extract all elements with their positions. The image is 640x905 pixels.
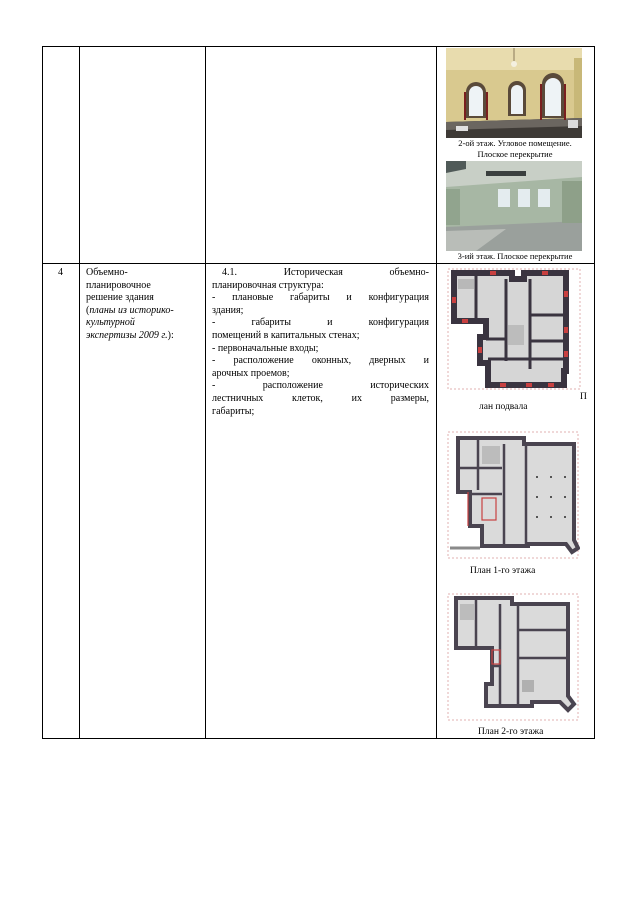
paren: ): [167, 329, 174, 341]
desc-line: - расположение исторических [212, 380, 429, 392]
desc-line: - плановые габариты и конфигурация [212, 292, 429, 304]
desc-line: габариты; [212, 405, 255, 417]
col-border-2 [79, 46, 80, 739]
table-top-border [42, 46, 595, 47]
photo-caption-third-floor [440, 251, 590, 262]
title-line: решение здания [86, 292, 154, 304]
col-border-1 [42, 46, 43, 739]
desc-heading [212, 267, 429, 280]
col-border-4 [436, 46, 437, 739]
col-border-5 [594, 46, 595, 739]
italic-text: планы из историко- [89, 304, 174, 316]
plan-caption-p: П [580, 392, 587, 402]
desc-line: - первоначальные входы; [212, 342, 319, 354]
second-floor-plan [446, 592, 580, 722]
basement-floor-plan [446, 267, 582, 391]
table-bottom-border [42, 738, 595, 739]
caption-line: 3-ий этаж. Плоское перекрытие [457, 251, 573, 261]
italic-text: культурной [86, 317, 135, 329]
desc-line: помещений в капитальных стенах; [212, 329, 360, 341]
desc-line: планировочная структура: [212, 279, 324, 291]
photo-third-floor [446, 161, 582, 251]
desc-line: арочных проемов; [212, 367, 290, 379]
plan-caption-second-floor: План 2-го этажа [478, 727, 544, 737]
first-floor-plan [446, 430, 580, 560]
desc-line: здания; [212, 304, 244, 316]
desc-line: - расположение оконных, дверных и [212, 355, 429, 367]
photo-corner-room [446, 48, 582, 138]
italic-text: экспертизы 2009 г. [86, 329, 168, 341]
desc-line: - габариты и конфигурация [212, 317, 429, 329]
title-line [86, 330, 198, 343]
paren: ( [86, 304, 90, 316]
desc-line: лестничных клеток, их размеры, [212, 392, 429, 404]
title-line: Объемно- [86, 267, 128, 278]
desc-heading-word: объемно- [389, 267, 429, 278]
title-line: планировочное [86, 279, 151, 291]
caption-line: 2-ой этаж. Угловое помещение. [458, 138, 572, 148]
desc-heading-word: Историческая [283, 267, 343, 278]
row-title [86, 267, 198, 343]
col-border-3 [205, 46, 206, 739]
caption-line: Плоское перекрытие [477, 149, 553, 159]
plan-caption-first-floor: План 1-го этажа [470, 566, 536, 576]
row-number: 4 [58, 267, 63, 278]
row-description [212, 267, 429, 418]
photo-caption-corner-room [440, 138, 590, 160]
row-divider [42, 263, 595, 264]
title-line [86, 305, 198, 318]
plan-caption-basement: лан подвала [479, 402, 528, 412]
desc-heading-num: 4.1. [222, 267, 237, 278]
